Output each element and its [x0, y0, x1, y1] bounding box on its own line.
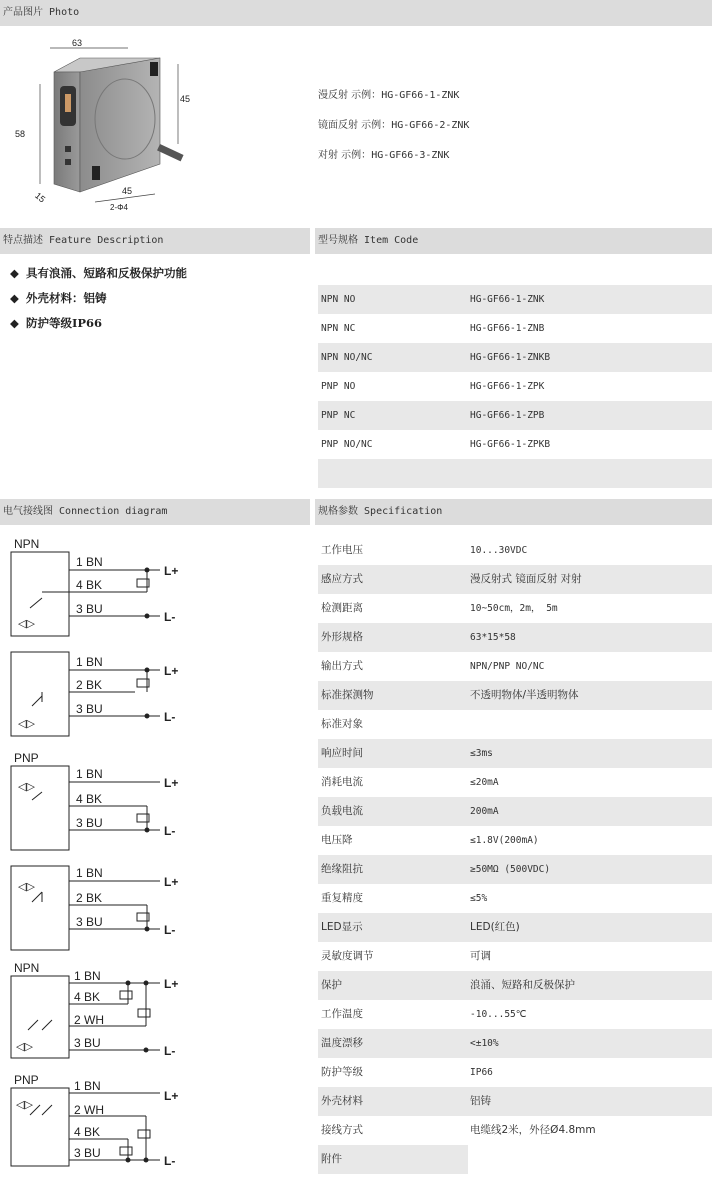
- lminus-label: L-: [164, 923, 176, 937]
- pnp-label: PNP: [14, 1073, 39, 1087]
- item-type: PNP NO/NC: [321, 439, 373, 450]
- table-row: [318, 1000, 712, 1029]
- item-header-cn: 型号规格: [318, 235, 358, 246]
- spec-value: 可调: [470, 950, 491, 962]
- spec-value: LED(红色): [470, 921, 520, 933]
- example-model: HG-GF66-3-ZNK: [371, 150, 450, 161]
- lplus-label: L+: [164, 776, 179, 790]
- item-code: HG-GF66-1-ZPB: [470, 410, 545, 421]
- wire-label: 3 BU: [74, 1036, 101, 1050]
- spec-table: [318, 536, 712, 1174]
- table-row: [318, 710, 712, 739]
- spec-label: 输出方式: [321, 660, 363, 672]
- photo-header-cn: 产品图片: [3, 7, 43, 18]
- sensor-symbol-icon: ◁▷: [16, 1099, 33, 1111]
- item-type: NPN NO: [321, 294, 356, 305]
- item-code-table: [318, 285, 712, 488]
- spec-value: 漫反射式 镜面反射 对射: [470, 573, 582, 585]
- wire-label: 1 BN: [74, 1079, 101, 1093]
- sensor-symbol-icon: ◁▷: [18, 718, 35, 730]
- npn-label: NPN: [14, 961, 40, 975]
- npn-label: NPN: [14, 537, 40, 551]
- table-row: [318, 913, 712, 942]
- wire-label: 4 BK: [76, 578, 103, 592]
- table-row: [318, 797, 712, 826]
- item-type: PNP NO: [321, 381, 356, 392]
- table-row-empty: [318, 459, 712, 488]
- spec-value: ≥50MΩ (500VDC): [470, 864, 551, 875]
- connection-header-cn: 电气接线图: [3, 506, 53, 517]
- table-row: [318, 884, 712, 913]
- wire-label: 4 BK: [74, 1125, 101, 1139]
- feature-section-header: [0, 228, 310, 254]
- table-row: [318, 285, 712, 314]
- lminus-label: L-: [164, 1044, 176, 1058]
- spec-value: ≤1.8V(200mA): [470, 835, 539, 846]
- table-row: [318, 623, 712, 652]
- photo-section-header: [0, 0, 712, 26]
- table-row: [318, 343, 712, 372]
- item-type: NPN NC: [321, 323, 356, 334]
- spec-value: IP66: [470, 1067, 493, 1078]
- feature-item: [10, 315, 102, 331]
- example-label: 镜面反射 示例：: [318, 120, 392, 131]
- table-row: [318, 681, 712, 710]
- spec-label: LED显示: [321, 921, 363, 933]
- lplus-label: L+: [164, 664, 179, 678]
- spec-label: 防护等级: [321, 1066, 363, 1078]
- spec-label: 检测距离: [321, 602, 363, 614]
- table-row: [318, 855, 712, 884]
- lminus-label: L-: [164, 824, 176, 838]
- example-diffuse: [318, 86, 459, 101]
- item-type: NPN NO/NC: [321, 352, 373, 363]
- table-row: [318, 652, 712, 681]
- dim-depth: 15: [33, 190, 48, 205]
- spec-value: 10...30VDC: [470, 545, 528, 556]
- spec-value: 电缆线2米，外径Ø4.8mm: [470, 1124, 596, 1136]
- table-row: [318, 1145, 468, 1174]
- spec-label: 灵敏度调节: [321, 950, 374, 962]
- spec-value: NPN/PNP NO/NC: [470, 661, 545, 672]
- spec-value: <±10%: [470, 1038, 499, 1049]
- dim-right-height: 45: [180, 94, 191, 104]
- spec-label: 接线方式: [321, 1124, 363, 1136]
- feature-item: [10, 265, 187, 281]
- spec-label: 消耗电流: [321, 776, 363, 788]
- wire-label: 4 BK: [74, 990, 101, 1004]
- table-row: [318, 536, 712, 565]
- spec-value: 浪涌、短路和反极保护: [470, 979, 575, 991]
- item-code-section-header: [315, 228, 712, 254]
- spec-value: 不透明物体/半透明物体: [470, 689, 579, 701]
- diamond-bullet-icon: ◆: [10, 291, 19, 305]
- spec-label: 附件: [321, 1153, 342, 1165]
- table-row: [318, 594, 712, 623]
- wire-label: 1 BN: [76, 555, 103, 569]
- table-row: [318, 401, 712, 430]
- table-row: [318, 739, 712, 768]
- item-header-en: Item Code: [364, 235, 419, 246]
- spec-label: 工作温度: [321, 1008, 363, 1020]
- wire-label: 1 BN: [76, 655, 103, 669]
- spec-label: 外形规格: [321, 631, 363, 643]
- dim-height: 58: [15, 129, 26, 139]
- wire-label: 2 BK: [76, 678, 103, 692]
- wire-label: 3 BU: [76, 816, 103, 830]
- spec-label: 外壳材料: [321, 1095, 363, 1107]
- spec-value: 铝铸: [470, 1095, 491, 1107]
- spec-value: ≤5%: [470, 893, 488, 904]
- example-model: HG-GF66-1-ZNK: [381, 90, 460, 101]
- example-through-beam: [318, 146, 449, 161]
- dim-width: 63: [72, 38, 83, 48]
- spec-value: 63*15*58: [470, 632, 516, 643]
- lplus-label: L+: [164, 875, 179, 889]
- feature-header-cn: 特点描述: [3, 235, 43, 246]
- sensor-symbol-icon: ◁▷: [18, 618, 35, 630]
- spec-label: 电压降: [321, 834, 353, 846]
- spec-header-en: Specification: [364, 506, 443, 517]
- wire-label: 3 BU: [76, 702, 103, 716]
- item-code: HG-GF66-1-ZNKB: [470, 352, 551, 363]
- table-row: [318, 314, 712, 343]
- spec-value: ≤3ms: [470, 748, 493, 759]
- example-mirror: [318, 116, 469, 131]
- lminus-label: L-: [164, 710, 176, 724]
- example-label: 对射 示例：: [318, 150, 372, 161]
- table-row: [318, 942, 712, 971]
- spec-label: 标准探测物: [321, 689, 374, 701]
- spec-label: 重复精度: [321, 892, 363, 904]
- item-code: HG-GF66-1-ZPK: [470, 381, 545, 392]
- example-label: 漫反射 示例：: [318, 90, 382, 101]
- table-row: [318, 372, 712, 401]
- diamond-bullet-icon: ◆: [10, 266, 19, 280]
- feature-text: 外壳材料：铝铸: [26, 291, 107, 305]
- sensor-symbol-icon: ◁▷: [16, 1041, 33, 1053]
- spec-label: 保护: [321, 979, 342, 991]
- spec-value: 200mA: [470, 806, 499, 817]
- wire-label: 1 BN: [76, 866, 103, 880]
- table-row: [318, 1087, 712, 1116]
- lplus-label: L+: [164, 564, 179, 578]
- sensor-symbol-icon: ◁▷: [18, 781, 35, 793]
- item-type: PNP NC: [321, 410, 356, 421]
- sensor-dimension-drawing: [10, 34, 200, 214]
- lplus-label: L+: [164, 977, 179, 991]
- dim-bottom-width: 45: [122, 186, 133, 196]
- table-row: [318, 1116, 712, 1145]
- spec-value: -10...55℃: [470, 1009, 527, 1020]
- spec-label: 标准对象: [321, 718, 363, 730]
- pnp-label: PNP: [14, 751, 39, 765]
- example-model: HG-GF66-2-ZNK: [391, 120, 470, 131]
- wire-label: 2 WH: [74, 1103, 104, 1117]
- wire-label: 1 BN: [76, 767, 103, 781]
- wire-label: 3 BU: [76, 915, 103, 929]
- table-row: [318, 971, 712, 1000]
- feature-header-en: Feature Description: [49, 235, 164, 246]
- table-row: [318, 826, 712, 855]
- feature-item: [10, 290, 107, 306]
- item-code: HG-GF66-1-ZNK: [470, 294, 545, 305]
- wire-label: 3 BU: [74, 1146, 101, 1160]
- spec-value: 10~50cm，2m， 5m: [470, 603, 558, 614]
- connection-header-en: Connection diagram: [59, 506, 168, 517]
- table-row: [318, 565, 712, 594]
- spec-label: 绝缘阻抗: [321, 863, 363, 875]
- feature-text: 防护等级IP66: [26, 316, 103, 330]
- wire-label: 2 WH: [74, 1013, 104, 1027]
- wire-label: 4 BK: [76, 792, 103, 806]
- lminus-label: L-: [164, 610, 176, 624]
- table-row: [318, 430, 712, 459]
- wire-label: 1 BN: [74, 969, 101, 983]
- spec-label: 工作电压: [321, 544, 363, 556]
- diamond-bullet-icon: ◆: [10, 316, 19, 330]
- photo-header-en: Photo: [49, 7, 80, 18]
- dim-holes: 2-Φ4: [110, 203, 128, 212]
- spec-label: 响应时间: [321, 747, 363, 759]
- item-code: HG-GF66-1-ZNB: [470, 323, 545, 334]
- spec-label: 感应方式: [321, 573, 363, 585]
- item-code: HG-GF66-1-ZPKB: [470, 439, 551, 450]
- spec-header-cn: 规格参数: [318, 506, 358, 517]
- table-row: [318, 768, 712, 797]
- spec-value: ≤20mA: [470, 777, 499, 788]
- connection-section-header: [0, 499, 310, 525]
- lminus-label: L-: [164, 1154, 176, 1168]
- lplus-label: L+: [164, 1089, 179, 1103]
- table-row: [318, 1029, 712, 1058]
- wire-label: 2 BK: [76, 891, 103, 905]
- spec-label: 负载电流: [321, 805, 363, 817]
- wire-label: 3 BU: [76, 602, 103, 616]
- spec-section-header: [315, 499, 712, 525]
- sensor-symbol-icon: ◁▷: [18, 881, 35, 893]
- table-row: [318, 1058, 712, 1087]
- feature-text: 具有浪涌、短路和反极保护功能: [26, 266, 188, 280]
- wiring-diagrams: [0, 530, 200, 1170]
- spec-label: 温度漂移: [321, 1037, 363, 1049]
